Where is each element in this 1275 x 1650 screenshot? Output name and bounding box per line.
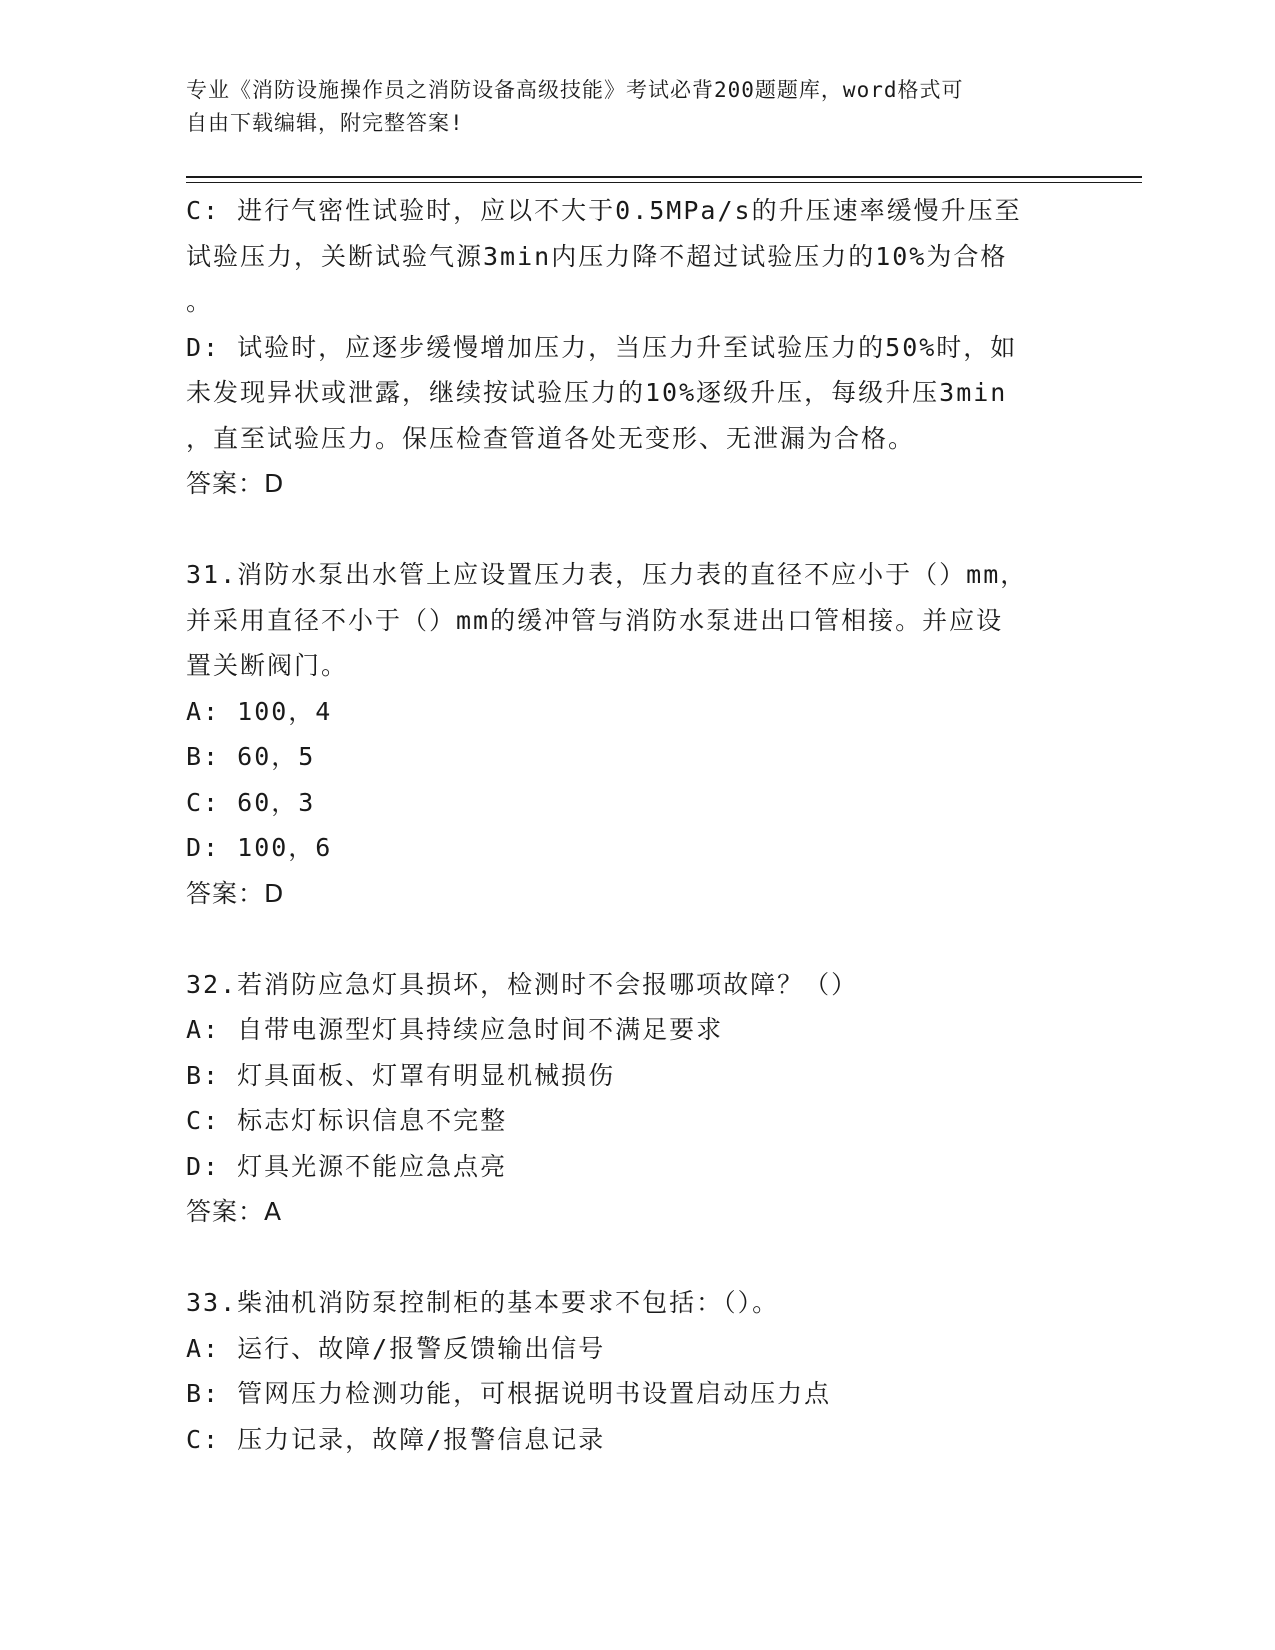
spacer (186, 1235, 1086, 1281)
option-b: B: 灯具面板、灯罩有明显机械损伤 (186, 1060, 616, 1090)
question-32 (186, 962, 1086, 1235)
option-d-line: 未发现异状或泄露，继续按试验压力的10%逐级升压，每级升压3min (186, 378, 1008, 407)
option-a: A: 自带电源型灯具持续应急时间不满足要求 (186, 1015, 724, 1044)
question-content (186, 188, 1086, 1462)
option-c-line: 试验压力，关断试验气源3min内压力降不超过试验压力的10%为合格 (186, 241, 1008, 271)
option-d: D: 灯具光源不能应急点亮 (186, 1151, 508, 1181)
question-stem-line: 并采用直径不小于（）mm的缓冲管与消防水泵进出口管相接。并应设 (186, 605, 1004, 635)
option-d-line: ，直至试验压力。保压检查管道各处无变形、无泄漏为合格。 (186, 423, 916, 453)
header-divider-thin (186, 182, 1142, 183)
question-33 (186, 1280, 1086, 1462)
spacer (186, 916, 1086, 962)
spacer (186, 507, 1086, 553)
prev-question-block (186, 188, 1086, 507)
question-stem-line: 31.消防水泵出水管上应设置压力表，压力表的直径不应小于（）mm， (186, 560, 1028, 589)
option-c-line: 。 (186, 287, 214, 316)
option-d: D: 100，6 (186, 833, 333, 862)
answer-line: 答案：A (186, 1197, 283, 1226)
option-a: A: 100，4 (186, 696, 333, 726)
answer-line: 答案：D (186, 469, 285, 498)
header-divider-thick (186, 176, 1142, 178)
question-31 (186, 552, 1086, 916)
question-stem-line: 置关断阀门。 (186, 651, 349, 680)
question-stem-line: 32.若消防应急灯具损坏，检测时不会报哪项故障？（） (186, 969, 859, 999)
option-a: A: 运行、故障/报警反馈输出信号 (186, 1333, 606, 1363)
option-c: C: 标志灯标识信息不完整 (186, 1106, 508, 1135)
option-c: C: 压力记录，故障/报警信息记录 (186, 1424, 606, 1454)
document-header (186, 74, 1066, 140)
question-stem-line: 33.柴油机消防泵控制柜的基本要求不包括：（）。 (186, 1288, 780, 1317)
option-c: C: 60，3 (186, 787, 316, 817)
header-line-2: 自由下载编辑，附完整答案! (186, 111, 464, 135)
option-c-line: C: 进行气密性试验时，应以不大于0.5MPa/s的升压速率缓慢升压至 (186, 196, 1022, 225)
option-b: B: 60，5 (186, 742, 316, 771)
option-d-line: D: 试验时，应逐步缓慢增加压力，当压力升至试验压力的50%时，如 (186, 332, 1018, 362)
answer-line: 答案：D (186, 878, 285, 908)
header-line-1: 专业《消防设施操作员之消防设备高级技能》考试必背200题题库，word格式可 (186, 78, 964, 102)
option-b: B: 管网压力检测功能，可根据说明书设置启动压力点 (186, 1379, 832, 1408)
